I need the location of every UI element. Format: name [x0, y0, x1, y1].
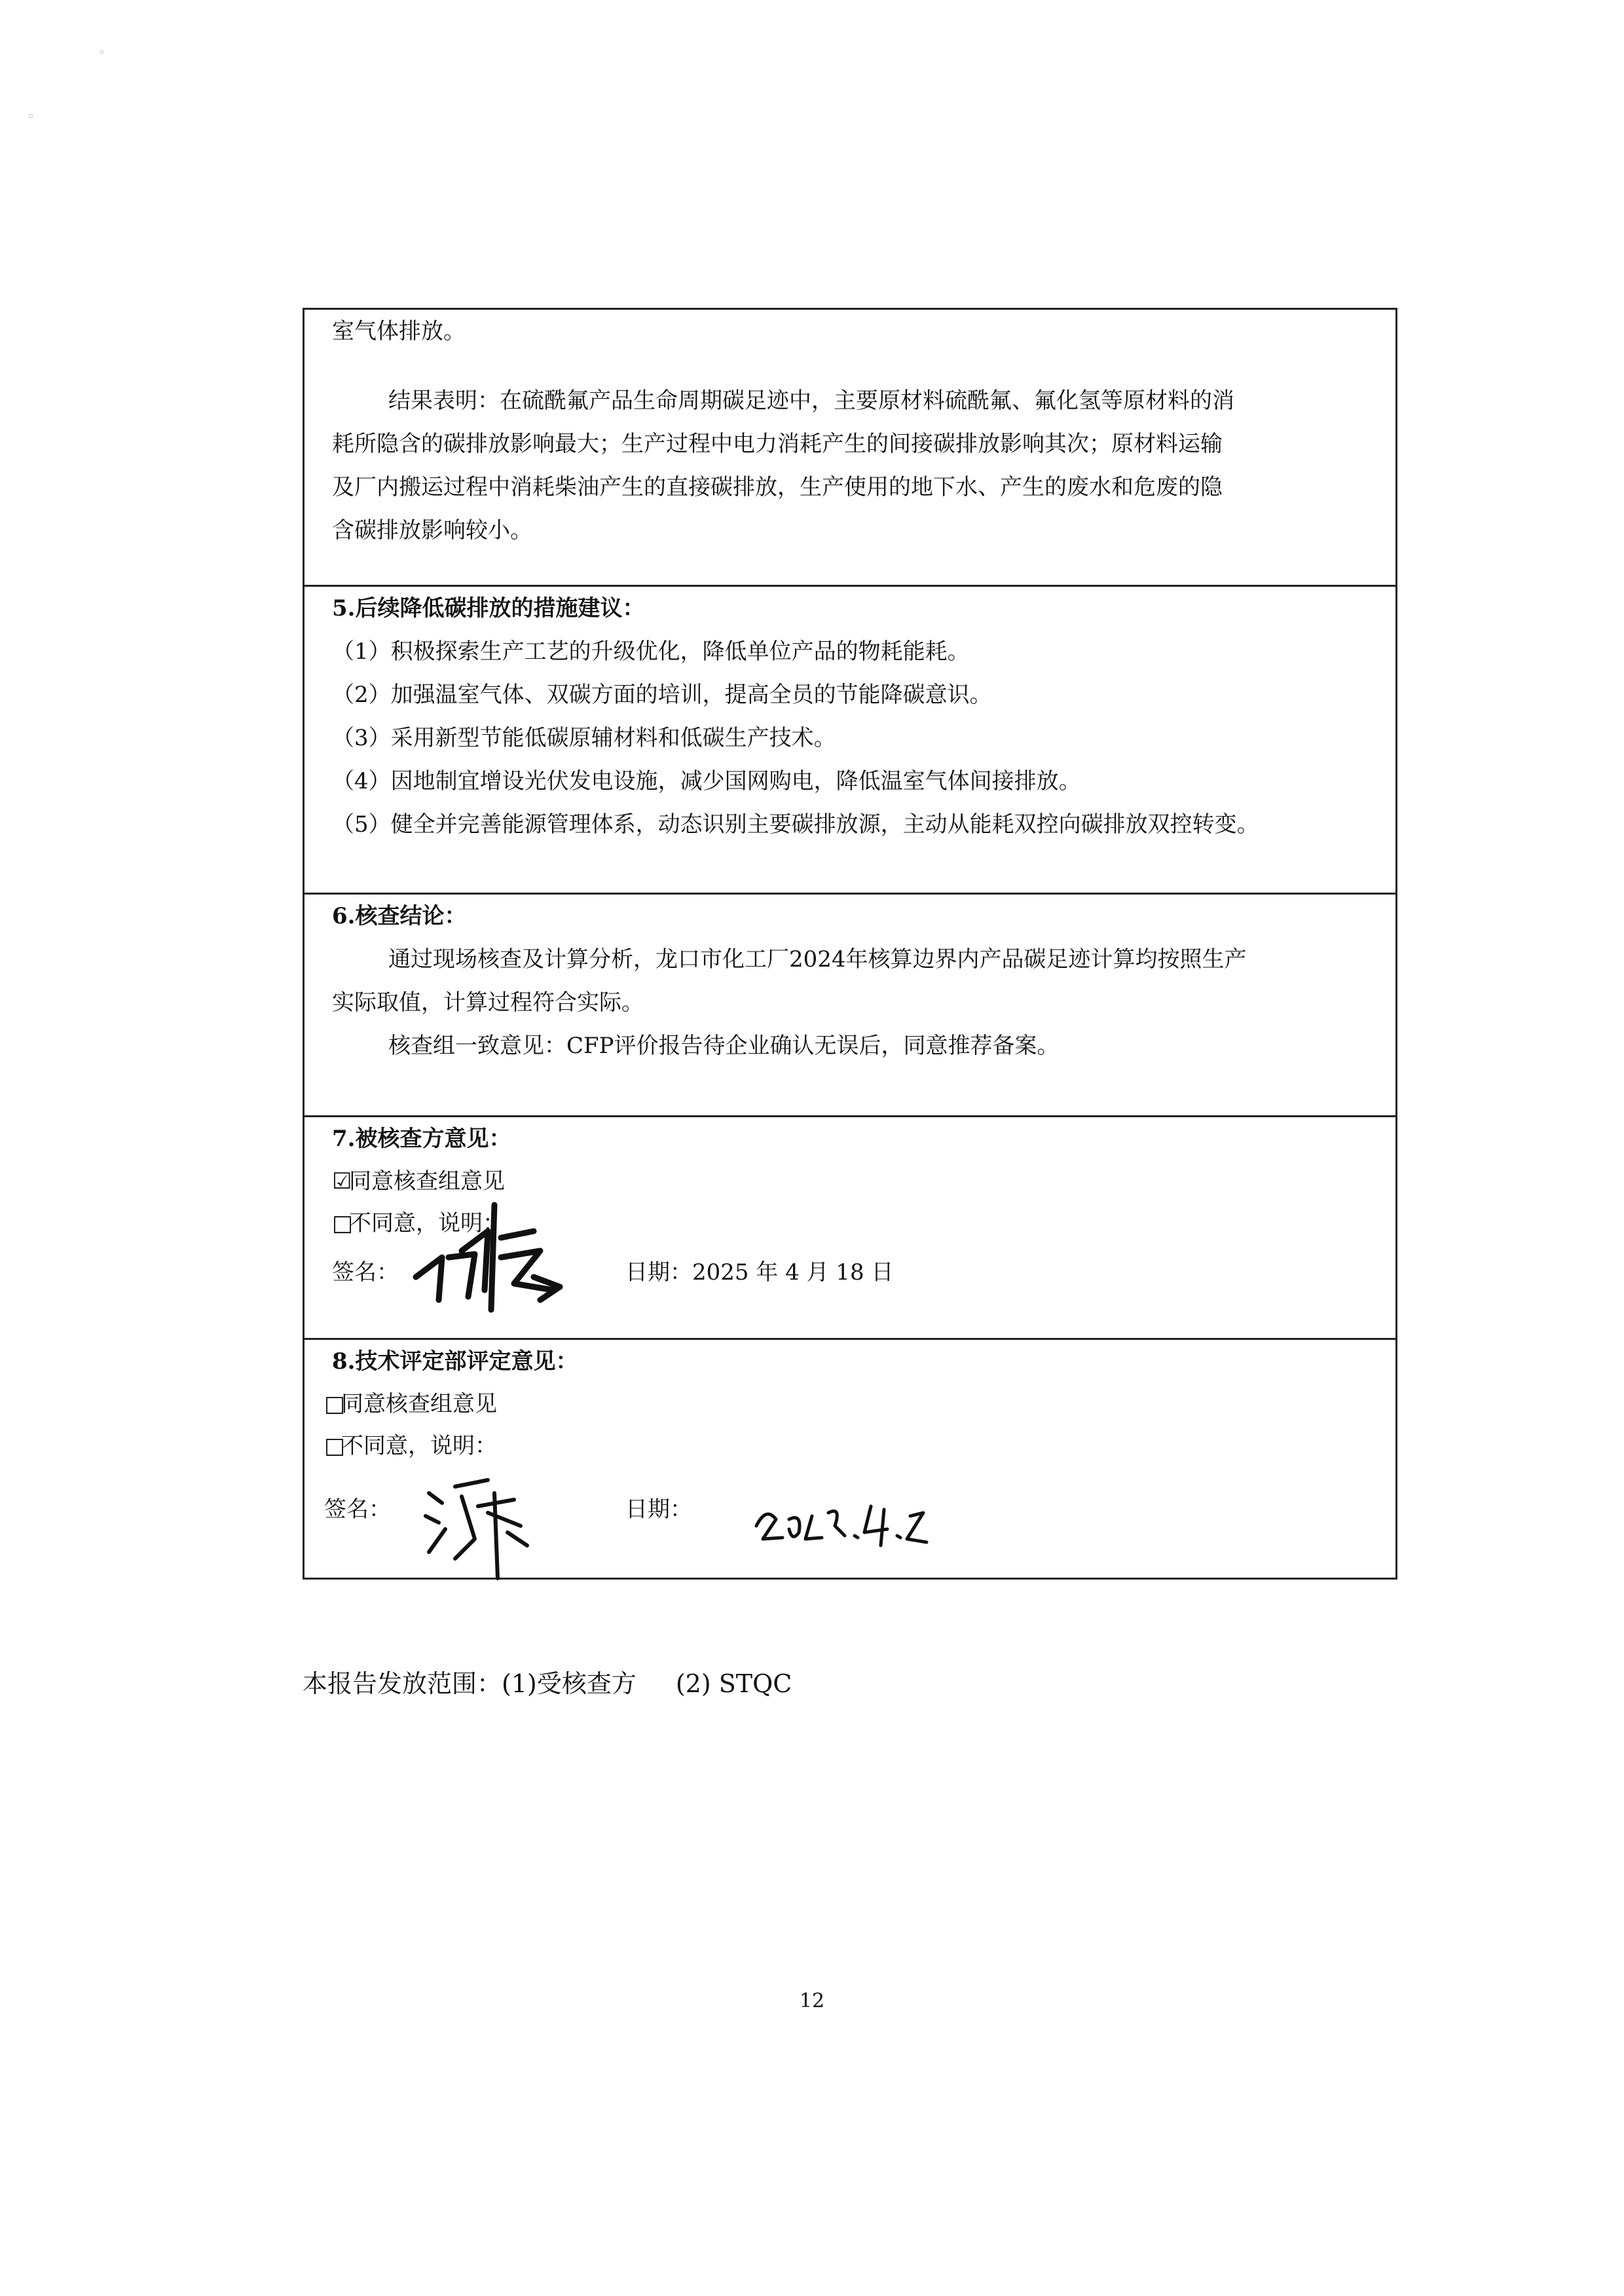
checkbox-icon[interactable]: □	[324, 1433, 346, 1459]
agree-label: 同意核查组意见	[341, 1391, 497, 1417]
page-number: 12	[799, 1990, 825, 2012]
section-7-verified-party-opinion	[304, 1115, 1395, 1338]
recommendation-item: （1）积极探索生产工艺的升级优化，降低单位产品的物耗能耗。	[332, 639, 970, 665]
recommendation-item: （5）健全并完善能源管理体系，动态识别主要碳排放源，主动从能耗双控向碳排放双控转变。	[332, 811, 1259, 838]
distribution-item-2: (2) STQC	[675, 1669, 792, 1698]
checkbox-icon[interactable]: □	[324, 1391, 346, 1417]
handwritten-date	[750, 1480, 946, 1552]
date-label: 日期：	[625, 1496, 692, 1523]
section-6-heading: 6.核查结论：	[332, 903, 467, 929]
distribution-scope	[303, 1663, 814, 1699]
disagree-option	[304, 1425, 1395, 1467]
disagree-label: 不同意，说明：	[349, 1210, 505, 1236]
scan-artifact: ◦	[98, 46, 105, 60]
signature-row	[304, 1467, 1395, 1546]
checkbox-icon[interactable]: □	[332, 1210, 354, 1236]
signature-row	[304, 1244, 1395, 1303]
agree-option	[304, 1383, 1395, 1425]
result-line-4: 含碳排放影响较小。	[332, 517, 532, 544]
result-line-3: 及厂内搬运过程中消耗柴油产生的直接碳排放，生产使用的地下水、产生的废水和危废的隐	[332, 474, 1223, 500]
distribution-label: 本报告发放范围：	[303, 1669, 502, 1698]
agree-label: 同意核查组意见	[349, 1168, 505, 1194]
result-line-2: 耗所隐含的碳排放影响最大；生产过程中电力消耗产生的间接碳排放影响其次；原材料运输	[332, 431, 1223, 457]
disagree-label: 不同意，说明：	[341, 1433, 497, 1459]
conclusion-line-1: 通过现场核查及计算分析，龙口市化工厂2024年核算边界内产品碳足迹计算均按照生产	[388, 946, 1247, 972]
continuation-line: 室气体排放。	[332, 318, 466, 344]
section-5-recommendations	[304, 585, 1395, 893]
section-continuation	[304, 310, 1395, 585]
signature-label: 签名：	[324, 1496, 391, 1523]
signature-label: 签名：	[332, 1259, 399, 1286]
section-8-heading: 8.技术评定部评定意见：	[332, 1348, 578, 1375]
handwritten-signature	[416, 1467, 547, 1585]
verification-table	[303, 308, 1397, 1580]
result-line-1: 结果表明：在硫酰氟产品生命周期碳足迹中，主要原材料硫酰氟、氟化氢等原材料的消	[388, 388, 1234, 414]
conclusion-line-2: 实际取值，计算过程符合实际。	[332, 990, 644, 1016]
recommendation-item: （4）因地制宜增设光伏发电设施，减少国网购电，降低温室气体间接排放。	[332, 768, 1081, 794]
recommendation-item: （3）采用新型节能低碳原辅材料和低碳生产技术。	[332, 725, 836, 751]
section-7-heading: 7.被核查方意见：	[332, 1126, 511, 1152]
signature-date: 日期：2025 年 4 月 18 日	[625, 1259, 894, 1286]
scan-artifact: ◦	[28, 110, 35, 124]
section-6-conclusion	[304, 893, 1395, 1115]
handwritten-signature	[403, 1179, 586, 1323]
recommendation-item: （2）加强温室气体、双碳方面的培训，提高全员的节能降碳意识。	[332, 682, 992, 708]
checked-checkbox-icon[interactable]: ☑	[332, 1168, 352, 1194]
distribution-item-1: (1)受核查方	[502, 1669, 637, 1698]
conclusion-line-3: 核查组一致意见：CFP评价报告待企业确认无误后，同意推荐备案。	[388, 1033, 1060, 1059]
section-8-technical-review-opinion	[304, 1338, 1395, 1578]
section-5-heading: 5.后续降低碳排放的措施建议：	[332, 595, 645, 621]
